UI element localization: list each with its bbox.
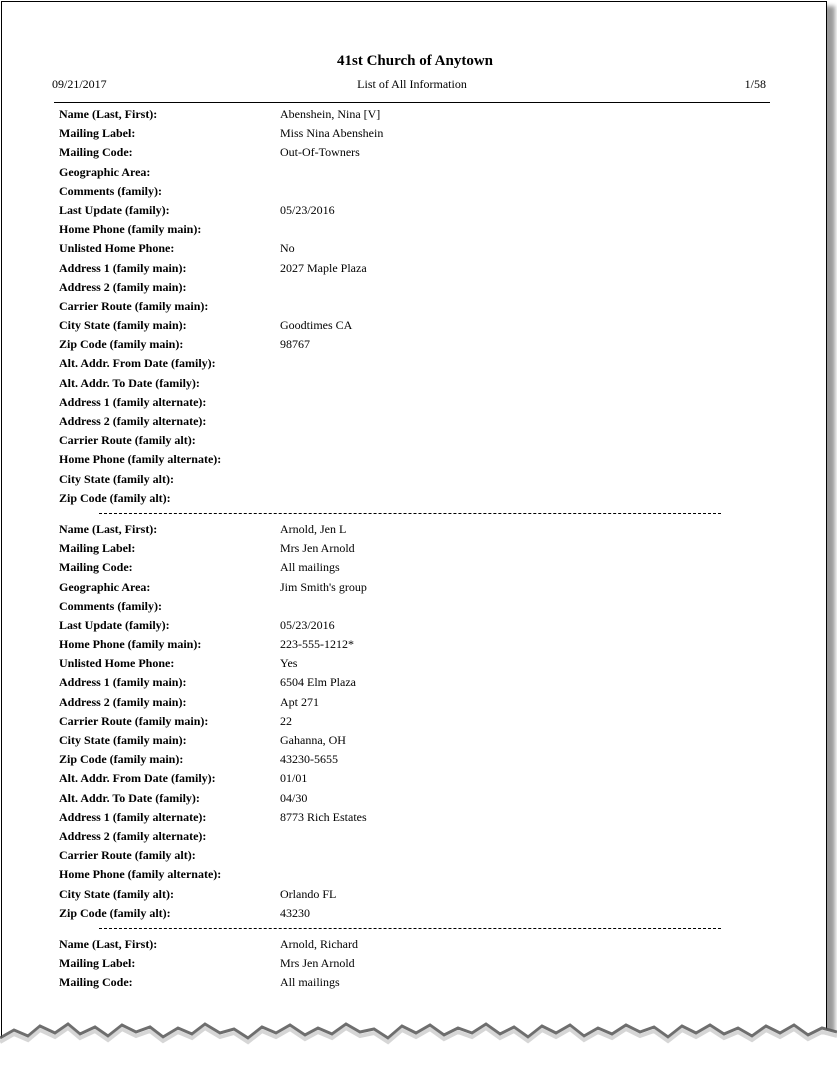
field-label: Geographic Area: [59,164,151,179]
field-value: 223-555-1212* [280,637,354,652]
field-label: Address 1 (family alternate): [59,809,207,824]
report-title: 41st Church of Anytown [337,53,493,69]
report-page [1,1,827,1041]
record-field-row [59,731,759,750]
field-value: 05/23/2016 [280,617,335,632]
record-separator [59,923,759,935]
record-field-row [59,163,759,182]
field-label: Home Phone (family main): [59,637,202,652]
field-label: Home Phone (family main): [59,222,202,237]
field-value: 04/30 [280,790,308,805]
record-block [59,105,759,508]
field-label: Zip Code (family alt): [59,905,171,920]
field-label: Mailing Code: [59,975,133,990]
field-label: Zip Code (family alt): [59,490,171,505]
field-label: Mailing Code: [59,560,133,575]
record-field-row [59,124,759,143]
record-field-row [59,335,759,354]
field-label: Comments (family): [59,598,162,613]
field-value: 01/01 [280,771,308,786]
field-label: Geographic Area: [59,579,151,594]
field-value: Mrs Jen Arnold [280,541,355,556]
field-value: 43230-5655 [280,752,338,767]
field-label: City State (family main): [59,318,187,333]
field-label: Address 1 (family main): [59,260,187,275]
field-label: City State (family main): [59,733,187,747]
record-field-row [59,954,759,973]
field-label: Name (Last, First): [59,936,158,951]
record-field-row [59,750,759,769]
record-field-row [59,450,759,469]
record-field-row [59,539,759,558]
field-label: Last Update (family): [59,202,170,217]
record-field-row [59,558,759,577]
field-value: Arnold, Richard [280,936,358,951]
record-field-row [59,520,759,539]
field-label: Mailing Label: [59,126,136,141]
field-label: Address 1 (family alternate): [59,394,207,409]
record-field-row [59,489,759,508]
record-field-row [59,354,759,373]
field-value: Mrs Jen Arnold [280,956,355,971]
page-indicator: 1/58 [744,77,766,91]
record-field-row [59,865,759,884]
field-label: Carrier Route (family main): [59,298,209,313]
record-field-row [59,712,759,731]
header-divider [54,102,770,103]
record-field-row [59,654,759,673]
field-value: Abenshein, Nina [V] [280,107,381,121]
field-value: Apt 271 [280,694,319,709]
record-field-row [59,789,759,808]
record-field-row [59,412,759,431]
field-label: Last Update (family): [59,617,170,632]
record-field-row [59,259,759,278]
field-label: Mailing Code: [59,145,133,160]
record-field-row [59,597,759,616]
field-label: Carrier Route (family alt): [59,848,196,863]
field-label: City State (family alt): [59,886,174,901]
field-label: Name (Last, First): [59,521,158,536]
record-field-row [59,616,759,635]
field-value: All mailings [280,975,340,990]
record-field-row [59,316,759,335]
field-value: Orlando FL [280,886,337,901]
field-value: 43230 [280,905,310,920]
record-field-row [59,201,759,220]
record-block [59,935,759,993]
field-label: Alt. Addr. From Date (family): [59,771,216,786]
field-value: Arnold, Jen L [280,521,347,536]
field-label: Mailing Label: [59,541,136,556]
record-field-row [59,635,759,654]
field-value: 8773 Rich Estates [280,809,367,824]
field-value: 05/23/2016 [280,202,335,217]
field-value: 22 [280,713,292,728]
field-value: Out-Of-Towners [280,145,360,160]
field-label: Alt. Addr. From Date (family): [59,356,216,371]
record-field-row [59,393,759,412]
record-field-row [59,673,759,692]
record-field-row [59,808,759,827]
field-label: Carrier Route (family main): [59,713,209,728]
record-block [59,520,759,923]
record-field-row [59,935,759,954]
field-label: Unlisted Home Phone: [59,656,175,671]
field-label: Address 1 (family main): [59,675,187,690]
record-field-row [59,297,759,316]
field-value: 6504 Elm Plaza [280,675,356,690]
record-field-row [59,693,759,712]
field-label: Mailing Label: [59,956,136,971]
record-field-row [59,143,759,162]
field-value: Jim Smith's group [280,579,367,594]
field-value: Gahanna, OH [280,733,346,747]
field-label: Zip Code (family main): [59,337,184,352]
field-label: Unlisted Home Phone: [59,241,175,256]
field-label: Address 2 (family main): [59,694,187,709]
record-field-row [59,578,759,597]
field-value: Yes [280,656,298,671]
field-label: Home Phone (family alternate): [59,452,222,467]
record-field-row [59,973,759,992]
field-label: Alt. Addr. To Date (family): [59,375,200,390]
field-value: No [280,241,295,256]
field-label: Carrier Route (family alt): [59,433,196,448]
field-value: 2027 Maple Plaza [280,260,367,275]
field-value: Miss Nina Abenshein [280,126,384,141]
field-label: Home Phone (family alternate): [59,867,222,882]
field-label: City State (family alt): [59,471,174,486]
report-date: 09/21/2017 [52,77,107,91]
record-field-row [59,470,759,489]
field-label: Name (Last, First): [59,107,158,121]
record-field-row [59,182,759,201]
field-label: Address 2 (family alternate): [59,414,207,428]
field-value: 98767 [280,337,310,352]
record-field-row [59,431,759,450]
record-field-row [59,846,759,865]
record-field-row [59,769,759,788]
record-field-row [59,827,759,846]
report-subtitle: List of All Information [357,77,467,91]
record-separator [59,508,759,520]
record-field-row [59,220,759,239]
field-label: Comments (family): [59,183,162,198]
field-value: All mailings [280,560,340,575]
record-field-row [59,278,759,297]
field-label: Address 2 (family main): [59,279,187,294]
record-field-row [59,885,759,904]
field-label: Alt. Addr. To Date (family): [59,790,200,805]
torn-paper-edge [0,1000,837,1077]
field-label: Address 2 (family alternate): [59,828,207,843]
field-value: Goodtimes CA [280,318,353,333]
record-field-row [59,904,759,923]
field-label: Zip Code (family main): [59,752,184,767]
record-field-row [59,374,759,393]
records-list [59,105,759,992]
record-field-row [59,239,759,258]
record-field-row [59,105,759,124]
